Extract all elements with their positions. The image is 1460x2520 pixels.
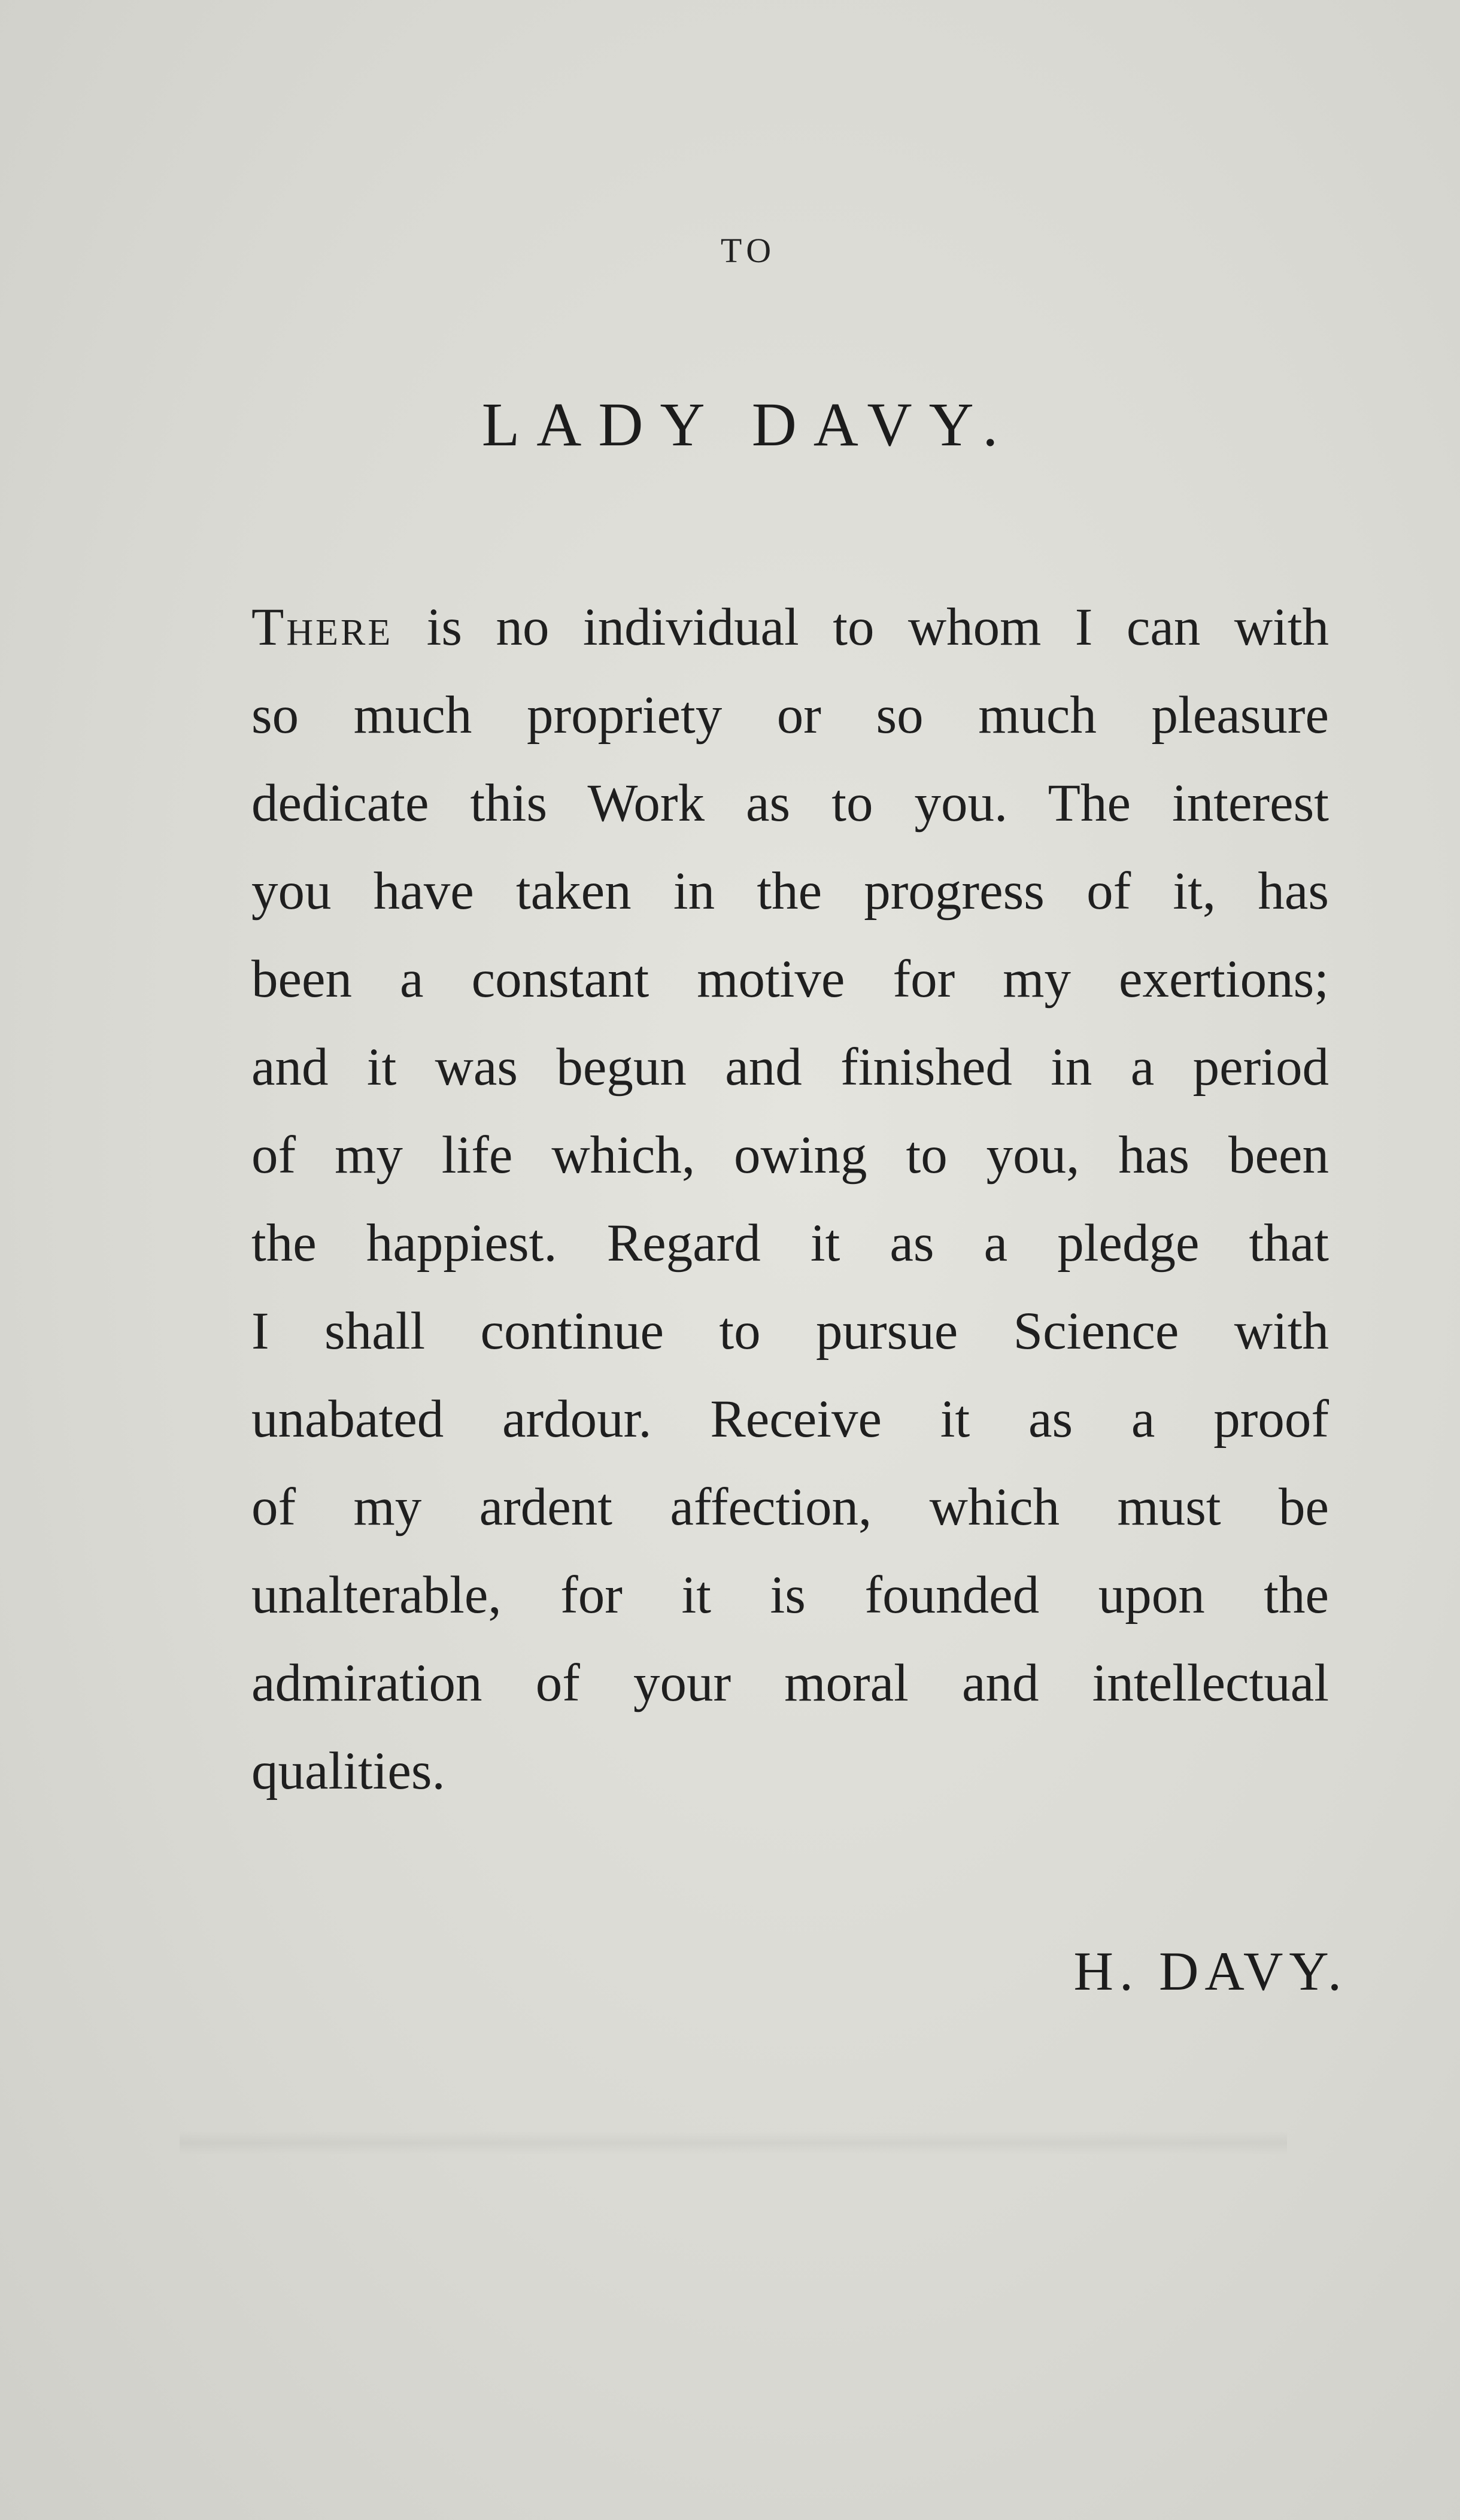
- paragraph-line: of my life which, owing to you, has been: [251, 1126, 1329, 1185]
- paragraph-line: unabated ardour. Receive it as a proof: [251, 1390, 1329, 1449]
- paragraph-line: of my ardent affection, which must be: [251, 1478, 1329, 1537]
- paragraph-line: [251, 584, 1329, 672]
- first-word-small-caps: There: [251, 598, 393, 657]
- to-heading: TO: [720, 231, 776, 270]
- paragraph-line: admiration of your moral and intellectual: [251, 1654, 1329, 1713]
- signature: H. DAVY.: [1073, 1941, 1347, 2002]
- paragraph-line: so much propriety or so much pleasure: [251, 686, 1329, 745]
- paragraph-line: qualities.: [251, 1742, 445, 1801]
- paragraph-line: the happiest. Regard it as a pledge that: [251, 1214, 1329, 1273]
- paragraph-line: I shall continue to pursue Science with: [251, 1302, 1329, 1361]
- paragraph-line-text: is no individual to whom I can with: [393, 598, 1329, 657]
- paragraph-line: been a constant motive for my exertions;: [251, 950, 1329, 1009]
- paragraph-line: unalterable, for it is founded upon the: [251, 1566, 1329, 1625]
- paragraph-line: and it was begun and finished in a period: [251, 1038, 1329, 1097]
- paragraph-line: you have taken in the progress of it, has: [251, 862, 1329, 921]
- show-through-shadow: [180, 2131, 1287, 2155]
- dedicatee-title: LADY DAVY.: [481, 390, 1015, 459]
- paragraph-line: dedicate this Work as to you. The interest: [251, 774, 1329, 833]
- dedication-paragraph: [251, 584, 1329, 1815]
